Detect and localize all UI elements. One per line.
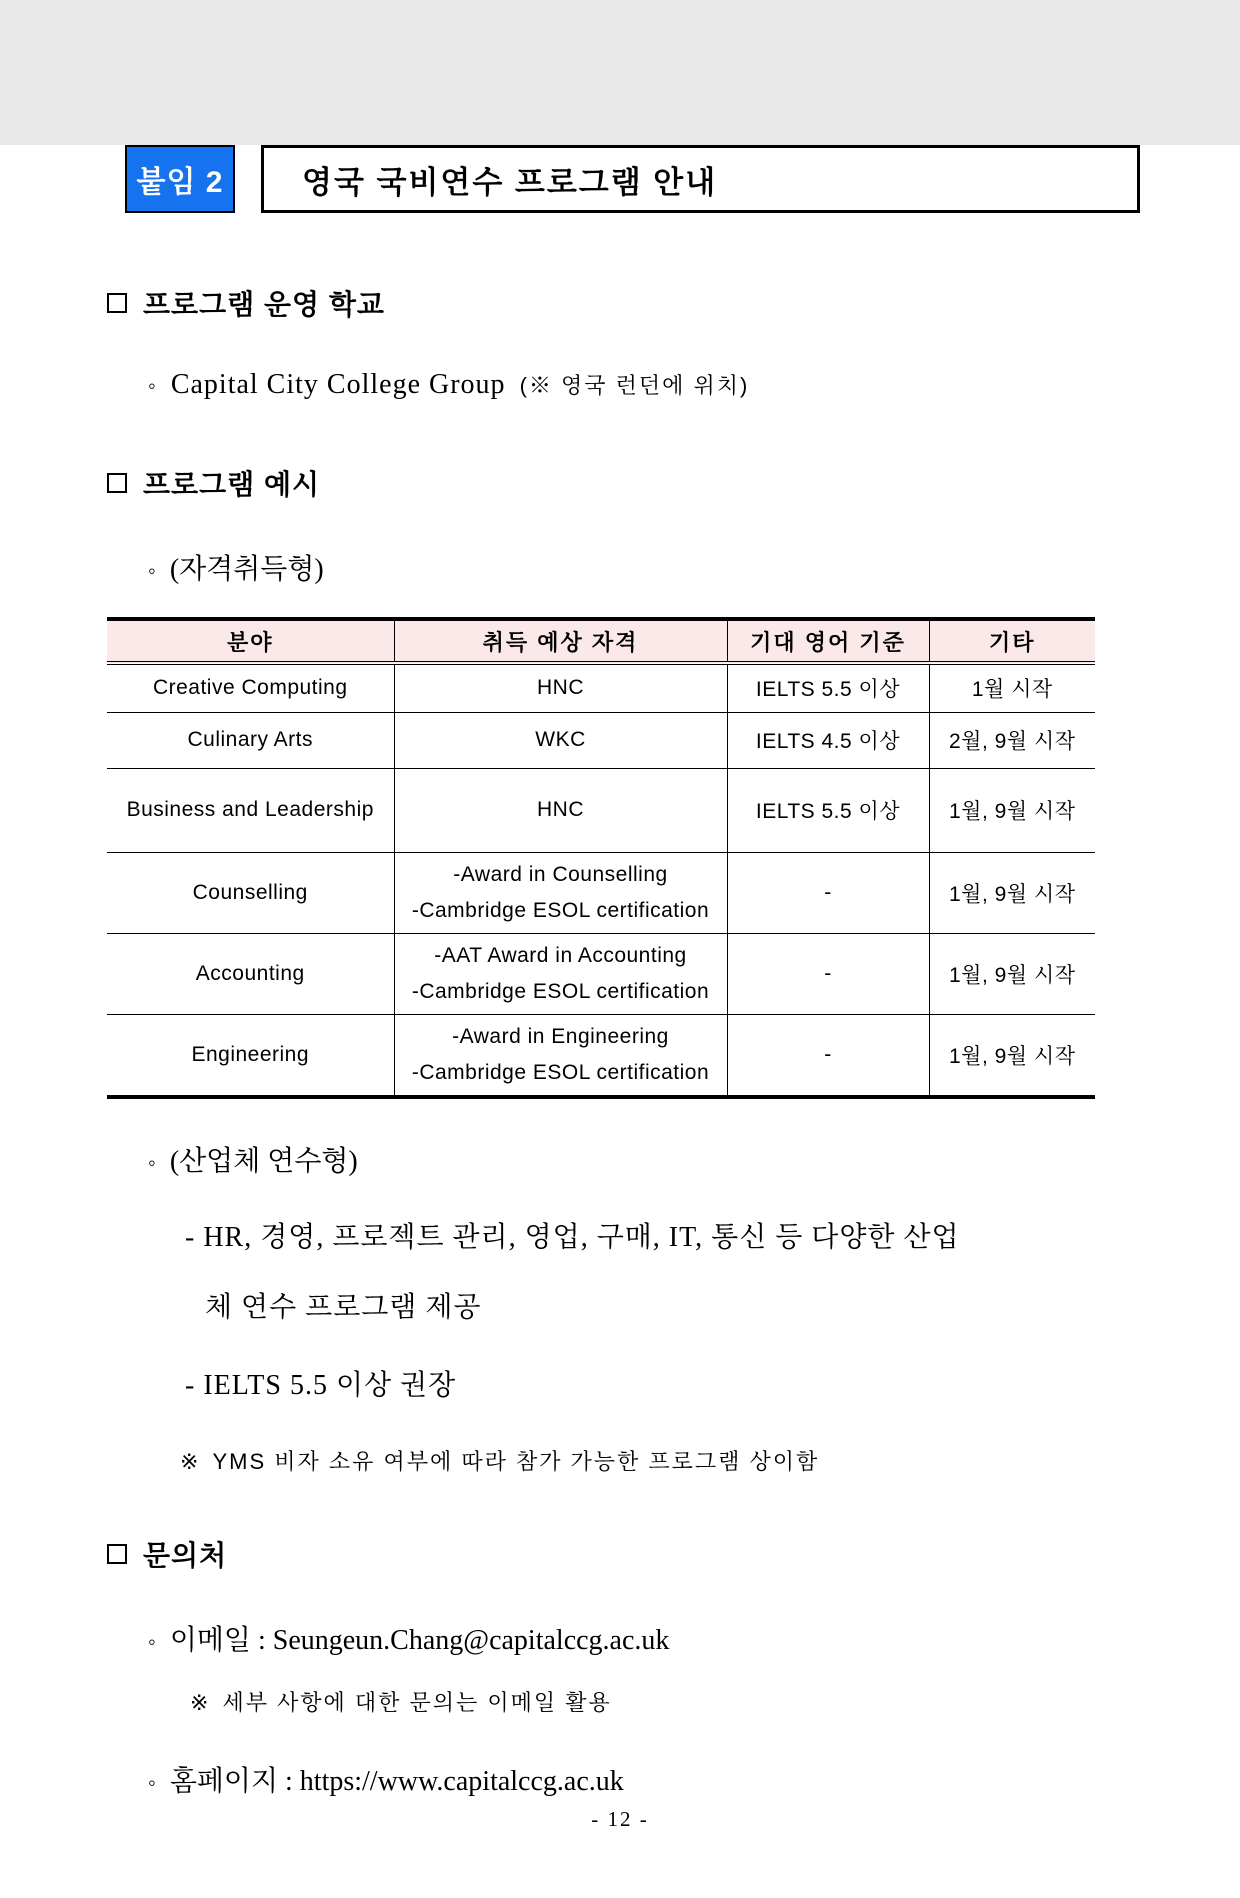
ielts-recommendation-text: IELTS 5.5 이상 권장: [203, 1369, 457, 1401]
industry-description-line2: 체 연수 프로그램 제공: [205, 1291, 482, 1323]
dash-bullet: -: [185, 1221, 196, 1253]
section-heading-contact-label: 문의처: [143, 1539, 228, 1571]
section-heading-examples-label: 프로그램 예시: [143, 469, 321, 500]
cell-etc: 2월, 9월 시작: [929, 712, 1095, 768]
col-header-qualification: 취득 예상 자격: [394, 619, 727, 663]
col-header-etc: 기타: [929, 619, 1095, 663]
table-header-row: [107, 619, 1095, 663]
square-bullet-icon: [107, 293, 127, 313]
cell-field: Engineering: [107, 1014, 394, 1097]
col-header-english: 기대 영어 기준: [727, 619, 929, 663]
cell-english: -: [727, 933, 929, 1014]
circle-bullet-icon: ◦: [148, 1149, 156, 1175]
circle-bullet-icon: ◦: [148, 1628, 156, 1654]
qualification-line: -Award in Counselling: [453, 862, 668, 886]
email-item: [148, 1618, 1240, 1658]
website-item: [148, 1759, 1240, 1799]
page-title: 영국 국비연수 프로그램 안내: [302, 164, 718, 200]
qualification-line: -AAT Award in Accounting: [434, 943, 687, 967]
cell-qualification: [394, 768, 727, 852]
cell-etc: 1월, 9월 시작: [929, 768, 1095, 852]
yms-note-text: YMS 비자 소유 여부에 따라 참가 가능한 프로그램 상이함: [212, 1448, 820, 1474]
cell-field: Culinary Arts: [107, 712, 394, 768]
industry-description: [185, 1215, 1140, 1325]
cell-qualification: [394, 712, 727, 768]
document-header: [125, 145, 1140, 213]
qualification-line: WKC: [535, 728, 586, 751]
cell-etc: 1월, 9월 시작: [929, 1014, 1095, 1097]
cell-etc: 1월 시작: [929, 663, 1095, 712]
school-location-note: (※ 영국 런던에 위치): [519, 373, 750, 398]
square-bullet-icon: [107, 1544, 127, 1564]
industry-type-item: [148, 1139, 1240, 1179]
school-name: Capital City College Group: [170, 369, 506, 400]
cell-qualification: [394, 663, 727, 712]
table-row: [107, 1014, 1095, 1097]
qualification-line: -Cambridge ESOL certification: [411, 979, 710, 1003]
circle-bullet-icon: ◦: [148, 1769, 156, 1795]
cell-etc: 1월, 9월 시작: [929, 852, 1095, 933]
cell-english: -: [727, 852, 929, 933]
qualification-line: -Cambridge ESOL certification: [411, 1060, 710, 1084]
reference-mark-icon: ※: [180, 1448, 201, 1474]
table-row: [107, 933, 1095, 1014]
cell-english: IELTS 4.5 이상: [727, 712, 929, 768]
title-box: [261, 145, 1140, 213]
circle-bullet-icon: ◦: [148, 373, 157, 398]
website-label: 홈페이지 :: [169, 1765, 293, 1797]
cell-english: -: [727, 1014, 929, 1097]
qualification-line: HNC: [537, 676, 584, 700]
page-number: - 12 -: [591, 1807, 649, 1831]
email-note-text: 세부 사항에 대한 문의는 이메일 활용: [222, 1689, 612, 1715]
section-heading-school: [107, 283, 1240, 323]
yms-note: [180, 1445, 1240, 1476]
industry-description-line1: [185, 1215, 1140, 1255]
table-row: [107, 768, 1095, 852]
section-heading-contact: [107, 1534, 1240, 1574]
table-row: [107, 663, 1095, 712]
cell-qualification: [394, 933, 727, 1014]
school-item: [148, 369, 1240, 401]
cell-english: IELTS 5.5 이상: [727, 768, 929, 852]
square-bullet-icon: [107, 473, 127, 493]
col-header-field: 분야: [107, 619, 394, 663]
table-row: [107, 712, 1095, 768]
cell-field: Counselling: [107, 852, 394, 933]
cell-etc: 1월, 9월 시작: [929, 933, 1095, 1014]
qualification-line: -Award in Engineering: [452, 1024, 669, 1048]
section-heading-school-label: 프로그램 운영 학교: [143, 289, 385, 320]
cell-english: IELTS 5.5 이상: [727, 663, 929, 712]
qualification-line: HNC: [537, 798, 584, 821]
qualification-type-item: [148, 547, 1240, 587]
program-table: [107, 617, 1095, 1099]
ielts-recommendation: [185, 1363, 1140, 1403]
industry-type-label: (산업체 연수형): [169, 1145, 358, 1177]
cell-field: Creative Computing: [107, 663, 394, 712]
dash-bullet: -: [185, 1369, 196, 1401]
program-table-header: [107, 619, 1095, 663]
industry-line1-text: HR, 경영, 프로젝트 관리, 영업, 구매, IT, 통신 등 다양한 산업: [203, 1221, 960, 1253]
cell-field: Accounting: [107, 933, 394, 1014]
email-label: 이메일 :: [169, 1624, 266, 1656]
reference-mark-icon: ※: [190, 1689, 211, 1715]
website-value: https://www.capitalccg.ac.uk: [299, 1765, 624, 1797]
table-row: [107, 852, 1095, 933]
qualification-type-label: (자격취득형): [169, 554, 324, 585]
email-note: [190, 1686, 1240, 1717]
cell-field: Business and Leadership: [107, 768, 394, 852]
attachment-badge-label: 붙임 2: [136, 166, 224, 199]
qualification-line: -Cambridge ESOL certification: [411, 898, 710, 922]
document-page: [0, 145, 1240, 1898]
cell-qualification: [394, 852, 727, 933]
attachment-badge: [125, 145, 235, 213]
email-value: Seungeun.Chang@capitalccg.ac.uk: [272, 1624, 670, 1656]
section-heading-examples: [107, 463, 1240, 503]
cell-qualification: [394, 1014, 727, 1097]
circle-bullet-icon: ◦: [148, 558, 156, 583]
